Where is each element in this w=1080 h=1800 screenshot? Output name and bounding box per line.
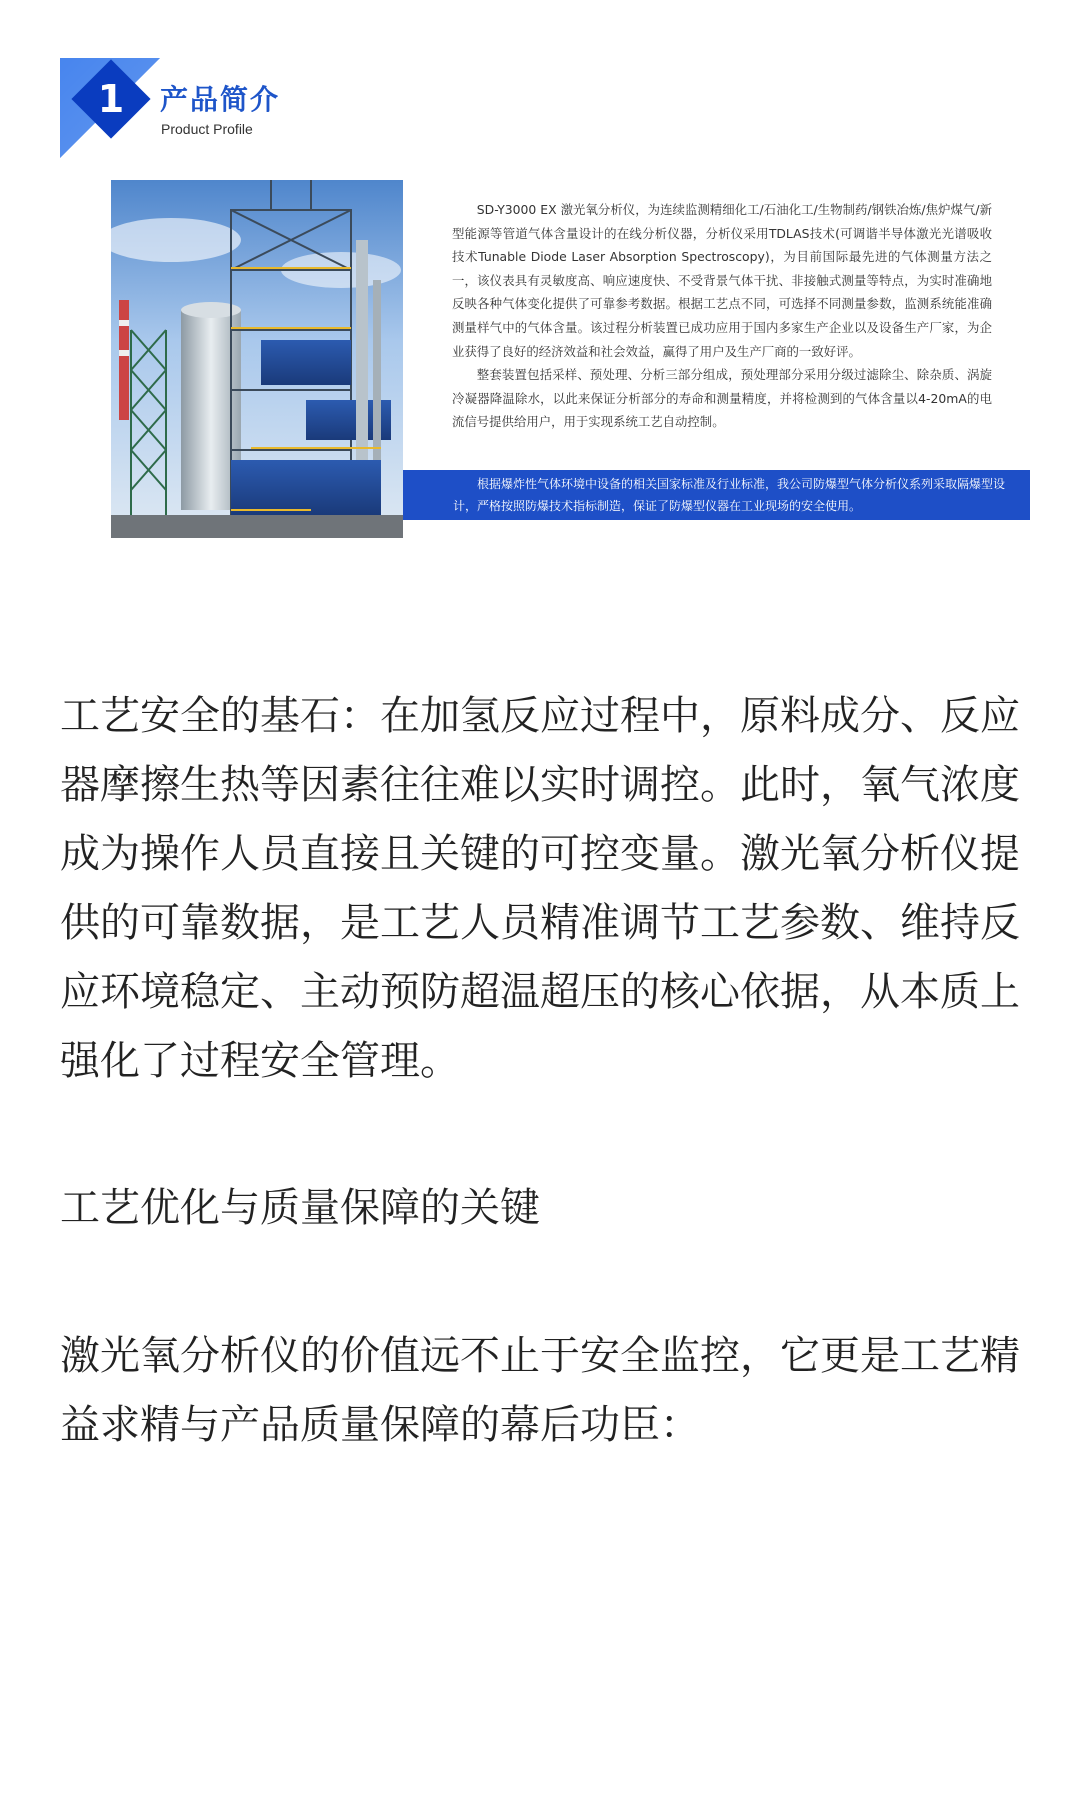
plant-illustration-icon <box>111 180 403 538</box>
industrial-plant-photo <box>111 180 403 538</box>
section-number: 1 <box>97 77 125 121</box>
notice-text: 根据爆炸性气体环境中设备的相关国家标准及行业标准，我公司防爆型气体分析仪系列采取隔爆型设计，严格按照防爆技术指标制造，保证了防爆型仪器在工业现场的安全使用。 <box>453 477 1006 513</box>
section-subtitle: Product Profile <box>161 121 253 137</box>
article-paragraph-value: 激光氧分析仪的价值远不止于安全监控，它更是工艺精益求精与产品质量保障的幕后功臣： <box>60 1333 1020 1448</box>
article-heading: 工艺优化与质量保障的关键 <box>60 1185 540 1231</box>
description-paragraph: SD-Y3000 EX 激光氧分析仪，为连续监测精细化工/石油化工/生物制药/钢铁冶炼/焦炉煤气/新型能源等管道气体含量设计的在线分析仪器，分析仪采用TDLAS技术(可调谐半导体激光光谱吸收技术Tunable Diode Laser Absorption Spectroscopy)，为目前国际最先进的气体测量方法之一，该仪表具有灵敏度高、响应速度快、不受背景气体干扰、非接触式测量等特点，为实时准确地反映各种气体变化提供了可靠参考数据。根据工艺点不同，可选择不同测量参数，监测系统能准确测量样气中的气体含量。该过程分析装置已成功应用于国内多家生产企业以及设备生产厂家，为企业获得了良好的经济效益和社会效益，赢得了用户及生产厂商的一致好评。 <box>452 202 992 359</box>
section-title: 产品简介 <box>160 83 281 116</box>
explosion-proof-notice <box>403 470 1030 520</box>
description-paragraph: 整套装置包括采样、预处理、分析三部分组成，预处理部分采用分级过滤除尘、除杂质、涡旋冷凝器降温除水，以此来保证分析部分的寿命和测量精度，并将检测到的气体含量以4-20mA的电流信号提供给用户，用于实现系统工艺自动控制。 <box>452 367 992 430</box>
section-header <box>60 58 460 168</box>
product-description <box>452 198 992 434</box>
article-paragraph-safety: 工艺安全的基石：在加氢反应过程中，原料成分、反应器摩擦生热等因素往往难以实时调控。此时，氧气浓度成为操作人员直接且关键的可控变量。激光氧分析仪提供的可靠数据，是工艺人员精准调节工艺参数、维持反应环境稳定、主动预防超温超压的核心依据，从本质上强化了过程安全管理。 <box>60 693 1020 1084</box>
